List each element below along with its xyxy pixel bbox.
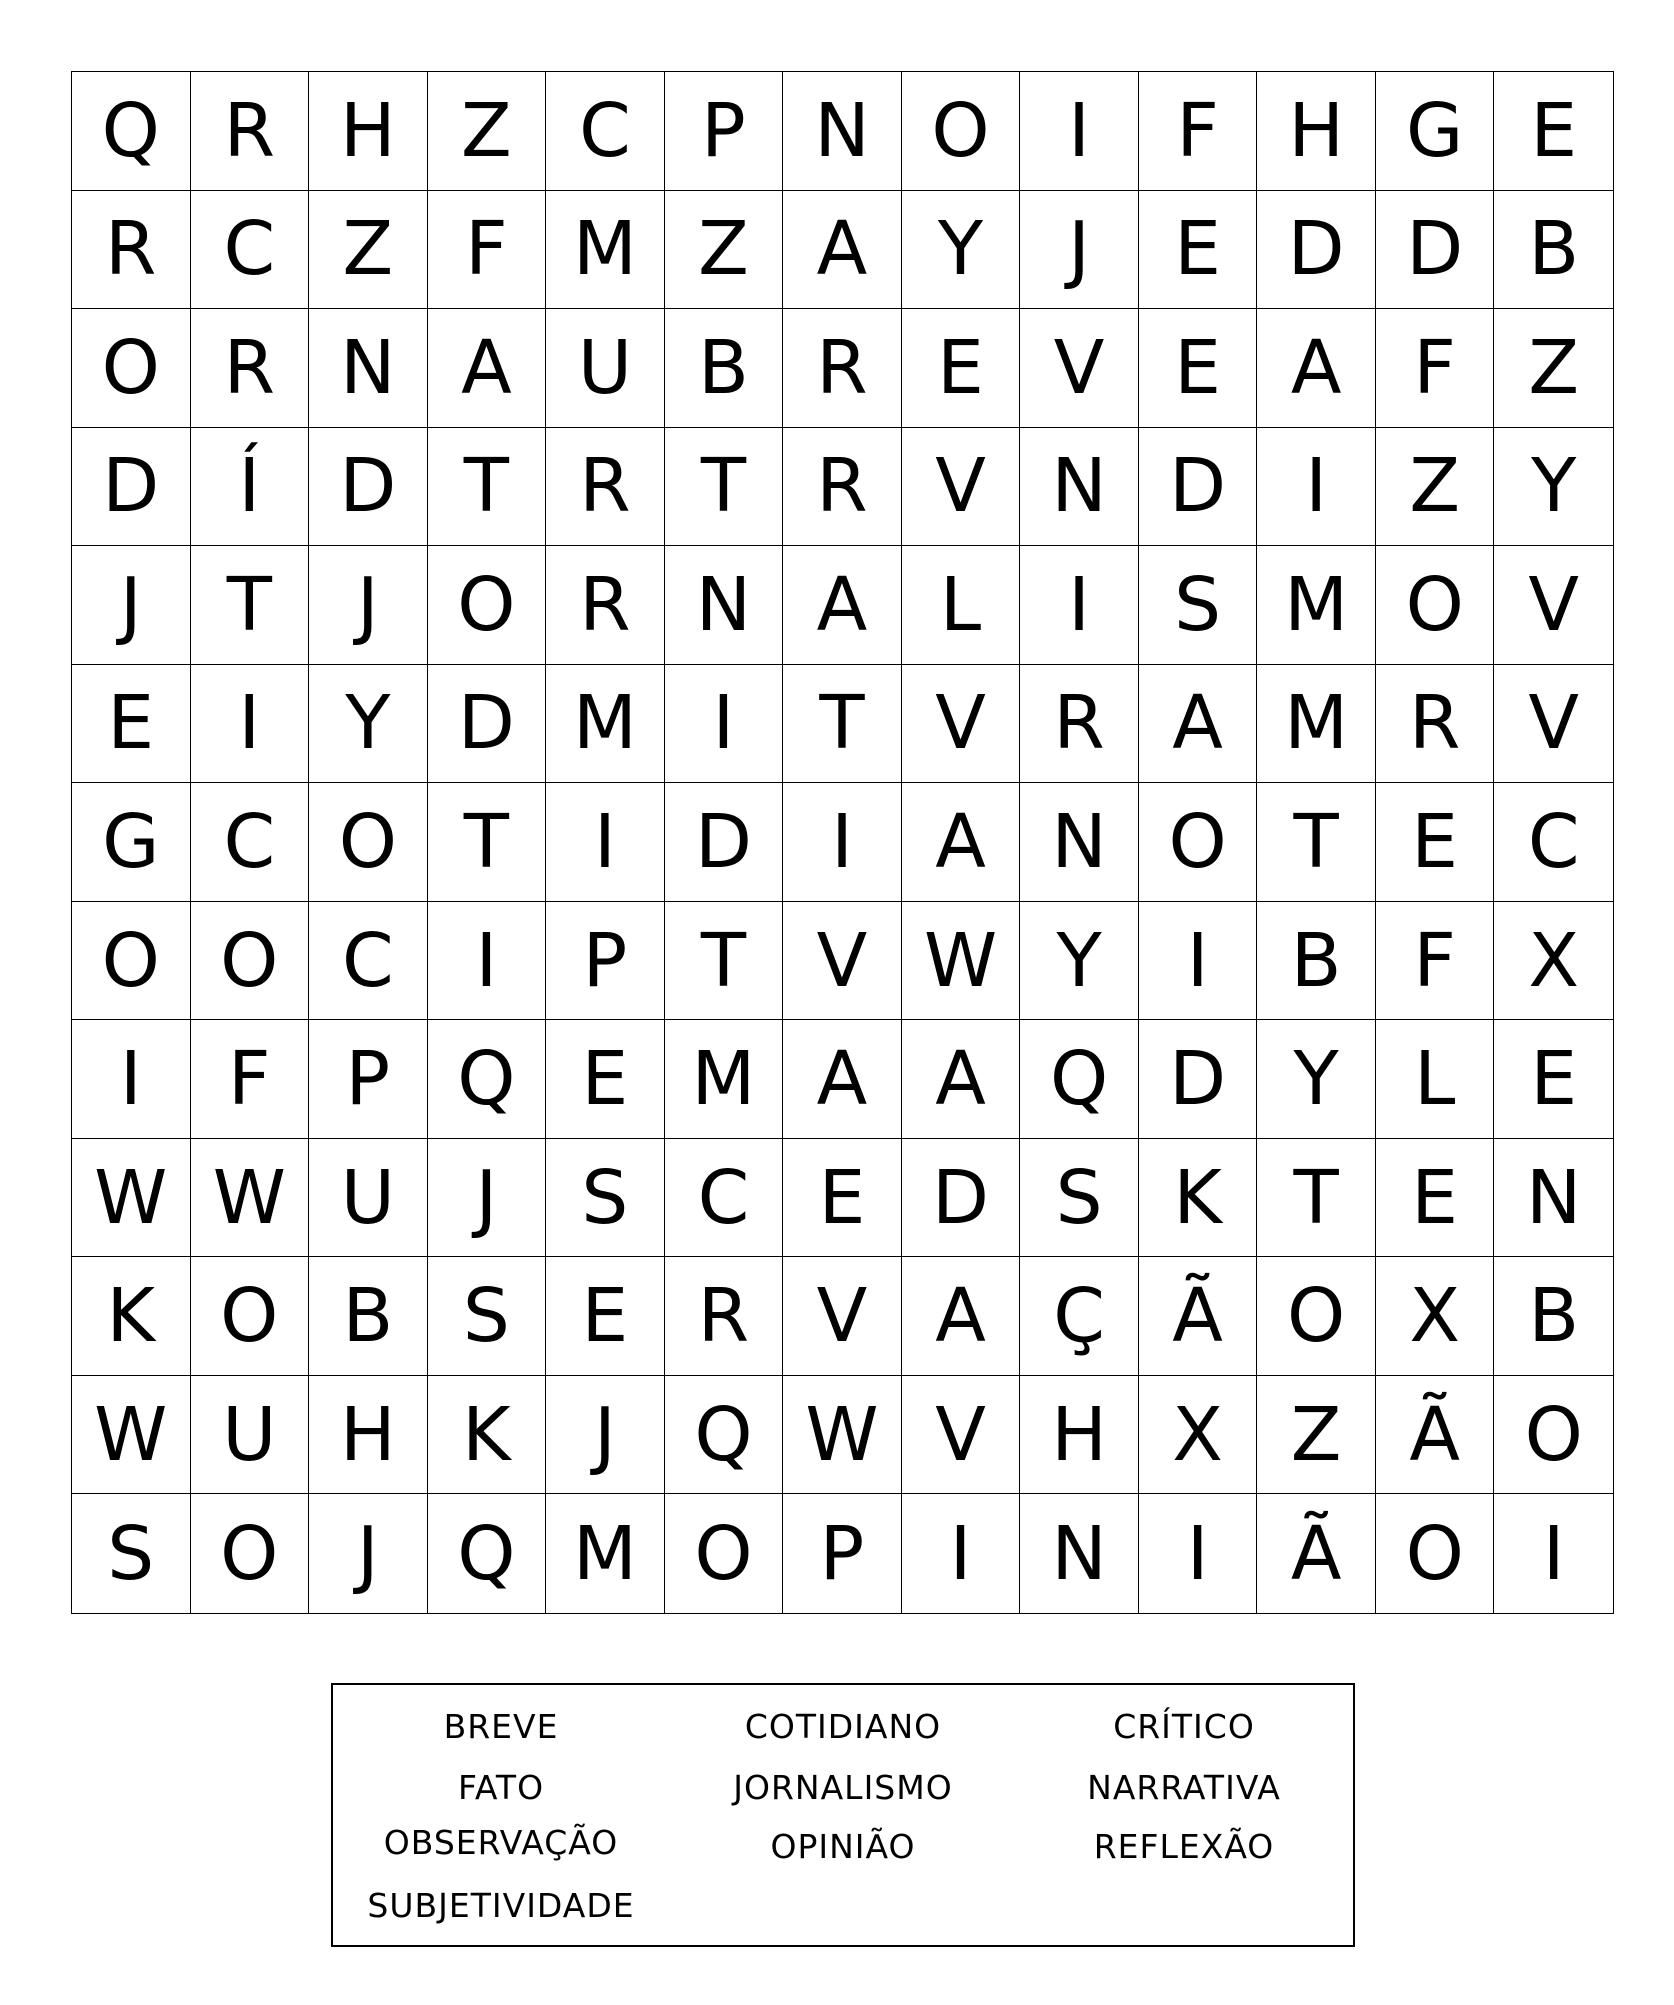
grid-cell[interactable]: B bbox=[309, 1257, 428, 1376]
word-bank-item: REFLEXÃO bbox=[1093, 1827, 1275, 1866]
grid-cell[interactable]: U bbox=[309, 1139, 428, 1258]
grid-cell[interactable]: K bbox=[1139, 1139, 1258, 1258]
grid-cell[interactable]: S bbox=[546, 1139, 665, 1258]
grid-cell[interactable]: Ã bbox=[1139, 1257, 1258, 1376]
word-bank-item: CRÍTICO bbox=[1113, 1707, 1255, 1746]
grid-cell[interactable]: S bbox=[1020, 1139, 1139, 1258]
grid-cell[interactable]: M bbox=[546, 1494, 665, 1613]
grid-cell[interactable]: S bbox=[1139, 546, 1258, 665]
grid-cell[interactable]: W bbox=[72, 1139, 191, 1258]
grid-cell[interactable]: R bbox=[1376, 665, 1495, 784]
grid-cell[interactable]: D bbox=[1139, 1020, 1258, 1139]
grid-cell[interactable]: R bbox=[783, 428, 902, 547]
grid-cell[interactable]: N bbox=[1020, 1494, 1139, 1613]
grid-cell[interactable]: O bbox=[191, 1494, 310, 1613]
grid-cell[interactable]: I bbox=[1139, 1494, 1258, 1613]
grid-cell[interactable]: H bbox=[1257, 72, 1376, 191]
grid-cell[interactable]: H bbox=[309, 72, 428, 191]
grid-cell[interactable]: E bbox=[902, 309, 1021, 428]
grid-cell[interactable]: Ã bbox=[1257, 1494, 1376, 1613]
grid-cell[interactable]: B bbox=[1494, 1257, 1613, 1376]
grid-cell[interactable]: D bbox=[902, 1139, 1021, 1258]
grid-cell[interactable]: R bbox=[1020, 665, 1139, 784]
word-bank-item: JORNALISMO bbox=[733, 1768, 953, 1807]
grid-cell[interactable]: T bbox=[665, 902, 784, 1021]
grid-cell[interactable]: I bbox=[1542, 1510, 1565, 1597]
grid-cell[interactable]: O bbox=[428, 546, 547, 665]
grid-cell[interactable]: T bbox=[191, 546, 310, 665]
grid-cell[interactable]: C bbox=[191, 783, 310, 902]
grid-cell[interactable]: U bbox=[191, 1376, 310, 1495]
grid-cell[interactable]: I bbox=[72, 1020, 191, 1139]
grid-cell[interactable]: R bbox=[546, 546, 665, 665]
grid-cell[interactable]: R bbox=[783, 309, 902, 428]
word-bank-item: FATO bbox=[457, 1768, 545, 1807]
grid-cell[interactable]: S bbox=[428, 1257, 547, 1376]
grid-cell[interactable]: M bbox=[665, 1020, 784, 1139]
grid-cell[interactable]: X bbox=[1494, 902, 1613, 1021]
grid-cell[interactable]: Z bbox=[428, 72, 547, 191]
grid-cell[interactable]: T bbox=[428, 428, 547, 547]
grid-cell[interactable]: J bbox=[546, 1376, 665, 1495]
grid-cell[interactable]: V bbox=[902, 428, 1021, 547]
grid-cell[interactable]: O bbox=[1257, 1257, 1376, 1376]
grid-cell[interactable]: E bbox=[1494, 1020, 1613, 1139]
grid-cell[interactable]: M bbox=[1257, 546, 1376, 665]
grid-cell[interactable]: Y bbox=[1257, 1020, 1376, 1139]
grid-cell[interactable]: Y bbox=[902, 191, 1021, 310]
grid-cell[interactable]: C bbox=[309, 902, 428, 1021]
grid-cell[interactable]: M bbox=[546, 665, 665, 784]
grid-cell[interactable]: O bbox=[1139, 783, 1258, 902]
grid-cell[interactable]: L bbox=[1376, 1020, 1495, 1139]
grid-cell[interactable]: A bbox=[783, 546, 902, 665]
grid-cell[interactable]: N bbox=[309, 309, 428, 428]
grid-cell[interactable]: I bbox=[428, 902, 547, 1021]
grid-cell[interactable]: C bbox=[665, 1139, 784, 1258]
grid-cell[interactable]: I bbox=[1257, 428, 1376, 547]
grid-cell[interactable]: P bbox=[665, 72, 784, 191]
grid-cell[interactable]: J bbox=[309, 546, 428, 665]
grid-cell[interactable]: B bbox=[1494, 191, 1613, 310]
grid-cell[interactable]: T bbox=[783, 665, 902, 784]
grid-cell[interactable]: V bbox=[902, 665, 1021, 784]
grid-cell[interactable]: O bbox=[191, 902, 310, 1021]
grid-cell[interactable]: M bbox=[1257, 665, 1376, 784]
grid-cell[interactable]: J bbox=[1020, 191, 1139, 310]
grid-cell[interactable]: Q bbox=[665, 1376, 784, 1495]
grid-cell[interactable]: V bbox=[1494, 546, 1613, 665]
word-bank-item: OBSERVAÇÃO bbox=[383, 1823, 619, 1862]
grid-cell[interactable]: N bbox=[1020, 428, 1139, 547]
grid-cell[interactable]: E bbox=[783, 1139, 902, 1258]
grid-cell[interactable]: F bbox=[428, 191, 547, 310]
grid-cell[interactable]: Z bbox=[1257, 1376, 1376, 1495]
grid-cell[interactable]: F bbox=[1376, 902, 1495, 1021]
grid-cell[interactable]: V bbox=[783, 1257, 902, 1376]
grid-cell[interactable]: S bbox=[72, 1494, 191, 1613]
grid-cell[interactable]: Z bbox=[1376, 428, 1495, 547]
word-bank-item: SUBJETIVIDADE bbox=[367, 1886, 635, 1925]
grid-cell[interactable]: E bbox=[1139, 191, 1258, 310]
grid-cell[interactable]: E bbox=[546, 1257, 665, 1376]
word-bank-item: NARRATIVA bbox=[1087, 1768, 1281, 1807]
grid-cell[interactable]: D bbox=[1139, 428, 1258, 547]
grid-cell[interactable]: X bbox=[1139, 1376, 1258, 1495]
grid-cell[interactable]: X bbox=[1376, 1257, 1495, 1376]
grid-cell[interactable]: W bbox=[191, 1139, 310, 1258]
grid-cell[interactable]: D bbox=[1257, 191, 1376, 310]
grid-cell[interactable]: I bbox=[1020, 546, 1139, 665]
grid-cell[interactable]: A bbox=[783, 1020, 902, 1139]
grid-cell[interactable]: V bbox=[1020, 309, 1139, 428]
grid-cell[interactable]: E bbox=[1494, 72, 1613, 191]
grid-cell[interactable]: H bbox=[1020, 1376, 1139, 1495]
grid-cell[interactable]: K bbox=[428, 1376, 547, 1495]
grid-cell[interactable]: C bbox=[546, 72, 665, 191]
grid-cell[interactable]: Ã bbox=[1376, 1376, 1495, 1495]
grid-cell[interactable]: R bbox=[72, 191, 191, 310]
grid-cell[interactable]: D bbox=[665, 783, 784, 902]
grid-cell[interactable]: Y bbox=[1020, 902, 1139, 1021]
grid-cell[interactable]: O bbox=[1494, 1376, 1613, 1495]
grid-cell[interactable]: I bbox=[191, 665, 310, 784]
grid-cell[interactable]: Í bbox=[191, 428, 310, 547]
grid-cell[interactable]: V bbox=[902, 1376, 1021, 1495]
grid-cell[interactable]: N bbox=[783, 72, 902, 191]
grid-cell[interactable]: N bbox=[1020, 783, 1139, 902]
grid-cell[interactable]: P bbox=[546, 902, 665, 1021]
grid-cell[interactable]: E bbox=[72, 665, 191, 784]
grid-cell[interactable]: G bbox=[1376, 72, 1495, 191]
grid-cell[interactable]: V bbox=[783, 902, 902, 1021]
grid-cell[interactable]: T bbox=[1257, 783, 1376, 902]
grid-cell[interactable]: R bbox=[546, 428, 665, 547]
grid-cell[interactable]: B bbox=[1257, 902, 1376, 1021]
word-bank bbox=[331, 1683, 1355, 1947]
grid-cell[interactable]: F bbox=[1139, 72, 1258, 191]
grid-cell[interactable]: E bbox=[1376, 1139, 1495, 1258]
grid-cell[interactable]: R bbox=[191, 309, 310, 428]
word-search-grid bbox=[71, 71, 1614, 1614]
grid-cell[interactable]: O bbox=[902, 72, 1021, 191]
grid-cell[interactable]: I bbox=[665, 665, 784, 784]
grid-cell[interactable]: D bbox=[428, 665, 547, 784]
grid-cell[interactable]: Z bbox=[1494, 309, 1613, 428]
grid-cell[interactable]: D bbox=[72, 428, 191, 547]
grid-cell[interactable]: Y bbox=[1494, 428, 1613, 547]
grid-cell[interactable]: E bbox=[1376, 783, 1495, 902]
grid-cell[interactable]: W bbox=[783, 1376, 902, 1495]
grid-cell[interactable]: L bbox=[902, 546, 1021, 665]
grid-cell[interactable]: Q bbox=[1020, 1020, 1139, 1139]
grid-cell[interactable]: O bbox=[72, 309, 191, 428]
grid-cell[interactable]: I bbox=[1139, 902, 1258, 1021]
grid-cell[interactable]: N bbox=[1494, 1139, 1613, 1258]
grid-cell[interactable]: Q bbox=[72, 72, 191, 191]
grid-cell[interactable]: D bbox=[1376, 191, 1495, 310]
grid-cell[interactable]: T bbox=[1257, 1139, 1376, 1258]
grid-cell[interactable]: J bbox=[428, 1139, 547, 1258]
grid-cell[interactable]: P bbox=[783, 1494, 902, 1613]
grid-cell[interactable]: K bbox=[72, 1257, 191, 1376]
grid-cell[interactable]: O bbox=[665, 1494, 784, 1613]
grid-cell[interactable]: A bbox=[902, 783, 1021, 902]
grid-cell[interactable]: G bbox=[72, 783, 191, 902]
grid-cell[interactable]: A bbox=[1139, 665, 1258, 784]
grid-cell[interactable]: Ç bbox=[1020, 1257, 1139, 1376]
grid-cell[interactable]: A bbox=[1257, 309, 1376, 428]
grid-cell[interactable]: F bbox=[1376, 309, 1495, 428]
grid-cell[interactable]: Y bbox=[309, 665, 428, 784]
grid-cell[interactable]: D bbox=[309, 428, 428, 547]
grid-cell[interactable]: U bbox=[546, 309, 665, 428]
grid-cell[interactable]: P bbox=[309, 1020, 428, 1139]
word-bank-item: OPINIÃO bbox=[770, 1827, 916, 1866]
grid-cell[interactable]: R bbox=[191, 72, 310, 191]
grid-cell[interactable]: Z bbox=[665, 191, 784, 310]
grid-cell[interactable]: I bbox=[1020, 72, 1139, 191]
grid-cell[interactable]: T bbox=[665, 428, 784, 547]
grid-cell[interactable]: Q bbox=[428, 1020, 547, 1139]
grid-cell[interactable]: V bbox=[1494, 665, 1613, 784]
grid-cell[interactable]: M bbox=[546, 191, 665, 310]
grid-cell[interactable]: B bbox=[665, 309, 784, 428]
grid-cell[interactable]: A bbox=[428, 309, 547, 428]
grid-cell[interactable]: H bbox=[309, 1376, 428, 1495]
grid-cell[interactable]: C bbox=[191, 191, 310, 310]
grid-cell[interactable]: N bbox=[665, 546, 784, 665]
grid-cell[interactable]: W bbox=[902, 902, 1021, 1021]
grid-cell[interactable]: W bbox=[72, 1376, 191, 1495]
grid-cell[interactable]: C bbox=[1494, 783, 1613, 902]
grid-cell[interactable]: T bbox=[428, 783, 547, 902]
grid-cell[interactable]: I bbox=[546, 783, 665, 902]
grid-cell[interactable]: O bbox=[309, 783, 428, 902]
grid-cell[interactable]: O bbox=[191, 1257, 310, 1376]
grid-cell[interactable]: Z bbox=[309, 191, 428, 310]
grid-cell[interactable]: A bbox=[902, 1257, 1021, 1376]
word-bank-item: COTIDIANO bbox=[744, 1707, 942, 1746]
grid-cell[interactable]: I bbox=[902, 1494, 1021, 1613]
grid-cell[interactable]: I bbox=[783, 783, 902, 902]
grid-cell[interactable]: E bbox=[546, 1020, 665, 1139]
grid-cell[interactable]: A bbox=[783, 191, 902, 310]
grid-cell[interactable]: O bbox=[1376, 1494, 1495, 1613]
grid-cell[interactable]: E bbox=[1139, 309, 1258, 428]
grid-cell[interactable]: F bbox=[191, 1020, 310, 1139]
grid-cell[interactable]: Q bbox=[428, 1494, 547, 1613]
grid-cell[interactable]: O bbox=[72, 902, 191, 1021]
grid-cell[interactable]: O bbox=[1376, 546, 1495, 665]
grid-cell[interactable]: J bbox=[72, 546, 191, 665]
grid-cell[interactable]: R bbox=[665, 1257, 784, 1376]
grid-cell[interactable]: J bbox=[309, 1494, 428, 1613]
grid-cell[interactable]: A bbox=[902, 1020, 1021, 1139]
word-bank-item: BREVE bbox=[443, 1707, 559, 1746]
